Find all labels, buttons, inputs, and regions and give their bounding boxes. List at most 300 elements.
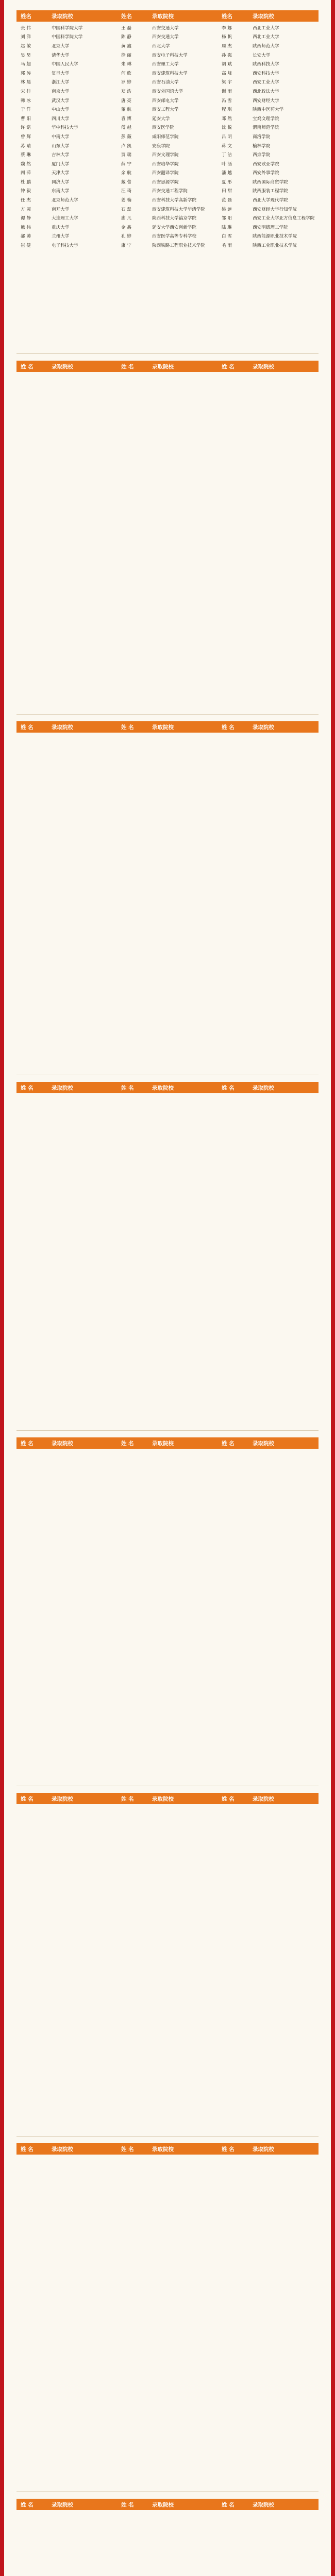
admitted-school: 清华大学	[52, 53, 70, 58]
student-name: 康 宁	[121, 243, 131, 249]
table-row	[16, 195, 319, 205]
student-name: 范 磊	[222, 198, 232, 204]
student-name: 贾 瑞	[121, 152, 131, 158]
admitted-school: 陕西科技大学	[253, 62, 279, 67]
admitted-school: 西安翻译学院	[152, 171, 179, 176]
student-entry	[117, 133, 217, 140]
student-entry	[117, 197, 217, 203]
header-name-label: 姓 名	[21, 363, 34, 370]
student-name: 蔡 琳	[21, 152, 31, 158]
student-entry	[217, 242, 318, 248]
admitted-school: 中国科学院大学	[52, 25, 83, 31]
admission-section	[16, 2499, 319, 2512]
student-entry	[217, 215, 318, 221]
student-name: 毛 雨	[222, 243, 232, 249]
admitted-school: 西安电子科技大学	[152, 53, 188, 58]
header-column	[217, 1795, 318, 1803]
admitted-school: 中国人民大学	[52, 62, 78, 67]
student-name: 王 磊	[121, 25, 131, 31]
admitted-school: 安康学院	[152, 143, 170, 149]
header-column	[217, 723, 318, 731]
admission-section	[16, 361, 319, 374]
header-name-label: 姓 名	[222, 724, 234, 731]
table-row	[16, 159, 319, 168]
section-rows	[16, 733, 319, 734]
student-entry	[117, 215, 217, 221]
student-entry	[217, 124, 318, 130]
student-entry	[16, 170, 117, 176]
student-entry	[16, 97, 117, 104]
table-row	[16, 69, 319, 78]
table-row	[16, 132, 319, 141]
admitted-school: 西安交通大学	[152, 35, 179, 40]
header-school-label: 录取院校	[253, 13, 274, 20]
header-column	[117, 1439, 217, 1447]
student-name: 石 磊	[121, 207, 131, 212]
student-entry	[217, 133, 318, 140]
admitted-school: 山东大学	[52, 143, 70, 149]
admission-section	[16, 10, 319, 250]
header-school-label: 录取院校	[253, 1440, 274, 1447]
student-name: 白 雪	[222, 234, 232, 240]
section-divider	[16, 1430, 319, 1431]
admitted-school: 西安工业大学北方信息工程学院	[253, 216, 315, 222]
section-rows	[16, 1093, 319, 1095]
section-rows	[16, 1804, 319, 1806]
student-name: 胡 斌	[222, 62, 232, 67]
admitted-school: 西京学院	[253, 152, 271, 158]
header-school-label: 录取院校	[52, 1084, 73, 1091]
admitted-school: 延安大学	[152, 116, 170, 122]
student-name: 彭 薇	[121, 134, 131, 140]
header-school-label: 录取院校	[152, 2146, 174, 2153]
admitted-school: 西安交通工程学院	[152, 189, 188, 194]
admitted-school: 重庆大学	[52, 225, 70, 230]
student-name: 田 甜	[222, 189, 232, 194]
student-entry	[117, 33, 217, 40]
section-divider	[16, 714, 319, 715]
admitted-school: 大连理工大学	[52, 216, 78, 222]
student-name: 宋 佳	[21, 89, 31, 94]
student-entry	[16, 33, 117, 40]
admitted-school: 陕西工业职业技术学院	[253, 243, 297, 249]
student-entry	[217, 224, 318, 230]
header-name-label: 姓 名	[121, 1440, 134, 1447]
student-entry	[217, 179, 318, 185]
header-school-label: 录取院校	[52, 1440, 73, 1447]
student-entry	[16, 197, 117, 203]
student-name: 戴 蕾	[121, 179, 131, 185]
section-rows	[16, 2155, 319, 2156]
student-name: 孙 强	[222, 53, 232, 58]
student-name: 许 诺	[21, 125, 31, 131]
admitted-school: 西安科技大学	[253, 71, 279, 76]
table-row	[16, 168, 319, 178]
student-name: 夏 彤	[222, 179, 232, 185]
student-name: 邹 阳	[222, 216, 232, 222]
header-column	[16, 2145, 117, 2153]
admitted-school: 西北大学	[152, 43, 170, 49]
section-rows	[16, 2510, 319, 2512]
student-entry	[16, 143, 117, 149]
student-name: 钟 毅	[21, 189, 31, 194]
student-entry	[16, 115, 117, 122]
section-header	[16, 2143, 319, 2155]
student-name: 苏 晴	[21, 143, 31, 149]
admitted-school: 北京大学	[52, 43, 70, 49]
table-row	[16, 187, 319, 196]
student-entry	[16, 206, 117, 212]
student-name: 潘 越	[222, 171, 232, 176]
student-name: 马 超	[21, 62, 31, 67]
student-entry	[16, 133, 117, 140]
table-row	[16, 241, 319, 250]
admission-section	[16, 1082, 319, 1095]
admitted-school: 西安外事学院	[253, 171, 279, 176]
student-name: 魏 然	[21, 161, 31, 167]
student-name: 谭 静	[21, 216, 31, 222]
header-school-label: 录取院校	[152, 363, 174, 370]
table-row	[16, 32, 319, 42]
student-name: 梁 宇	[222, 80, 232, 86]
header-name-label: 姓 名	[21, 724, 34, 731]
student-entry	[117, 188, 217, 194]
student-entry	[16, 161, 117, 167]
header-name-label: 姓 名	[121, 2501, 134, 2508]
admitted-school: 西安科技大学高新学院	[152, 198, 196, 204]
student-entry	[117, 88, 217, 94]
student-entry	[117, 115, 217, 122]
header-column	[217, 1084, 318, 1092]
table-row	[16, 123, 319, 132]
header-column	[16, 12, 117, 20]
student-name: 崔 健	[21, 243, 31, 249]
header-name-label: 姓 名	[222, 363, 234, 370]
admitted-school: 华中科技大学	[52, 125, 78, 131]
student-name: 曹 阳	[21, 116, 31, 122]
section-header	[16, 1793, 319, 1804]
header-name-label: 姓 名	[21, 1795, 34, 1802]
student-entry	[117, 61, 217, 67]
student-entry	[16, 215, 117, 221]
student-entry	[16, 52, 117, 58]
student-entry	[117, 25, 217, 31]
header-school-label: 录取院校	[52, 724, 73, 731]
student-name: 郭 涛	[21, 71, 31, 76]
table-row	[16, 23, 319, 32]
admission-section	[16, 1793, 319, 1806]
table-row	[16, 96, 319, 105]
student-entry	[217, 170, 318, 176]
student-name: 冯 雪	[222, 98, 232, 104]
table-row	[16, 141, 319, 150]
admitted-school: 西安思源学院	[152, 179, 179, 185]
header-school-label: 录取院校	[253, 1084, 274, 1091]
header-column	[16, 2501, 117, 2509]
student-name: 吴 昊	[21, 53, 31, 58]
student-entry	[117, 79, 217, 85]
admission-section	[16, 721, 319, 734]
table-row	[16, 105, 319, 114]
header-column	[16, 723, 117, 731]
header-column	[217, 2501, 318, 2509]
student-entry	[117, 161, 217, 167]
student-entry	[217, 88, 318, 94]
student-name: 蒋 文	[222, 143, 232, 149]
student-name: 郝 帅	[21, 234, 31, 240]
admitted-school: 西安工业大学	[253, 80, 279, 86]
student-entry	[117, 170, 217, 176]
admitted-school: 西安文理学院	[152, 152, 179, 158]
section-rows	[16, 372, 319, 374]
student-name: 廖 凡	[121, 216, 131, 222]
header-name-label: 姓名	[222, 13, 232, 20]
student-entry	[217, 151, 318, 158]
admitted-school: 西北工业大学	[253, 25, 279, 31]
admitted-school: 西北工业大学	[253, 35, 279, 40]
table-row	[16, 78, 319, 87]
admitted-school: 陕西中医药大学	[253, 107, 284, 113]
header-name-label: 姓 名	[222, 1440, 234, 1447]
header-name-label: 姓 名	[21, 1084, 34, 1091]
admitted-school: 西安明德理工学院	[253, 225, 288, 230]
student-name: 邓 然	[222, 116, 232, 122]
student-name: 程 琪	[222, 107, 232, 113]
admitted-school: 中国科学院大学	[52, 35, 83, 40]
admitted-school: 陕西科技大学镐京学院	[152, 216, 196, 222]
header-name-label: 姓 名	[222, 1795, 234, 1802]
student-name: 吕 明	[222, 134, 232, 140]
admitted-school: 陕西师范大学	[253, 43, 279, 49]
section-header	[16, 10, 319, 22]
student-name: 薛 宁	[121, 161, 131, 167]
student-entry	[217, 70, 318, 76]
student-entry	[217, 233, 318, 239]
header-column	[117, 1795, 217, 1803]
student-entry	[117, 52, 217, 58]
header-school-label: 录取院校	[152, 1440, 174, 1447]
table-row	[16, 232, 319, 241]
admitted-school: 陕西能源职业技术学院	[253, 234, 297, 240]
admitted-school: 西安建筑科技大学	[152, 71, 188, 76]
student-entry	[16, 106, 117, 112]
admitted-school: 南开大学	[52, 207, 70, 212]
student-name: 沈 悦	[222, 125, 232, 131]
student-name: 金 鑫	[121, 225, 131, 230]
table-row	[16, 114, 319, 123]
admitted-school: 东南大学	[52, 189, 70, 194]
student-name: 余 航	[121, 171, 131, 176]
student-name: 任 杰	[21, 198, 31, 204]
student-name: 阎 萍	[21, 171, 31, 176]
admitted-school: 西安医学高等专科学校	[152, 234, 196, 240]
student-name: 于 洋	[21, 107, 31, 113]
admitted-school: 陕西国际商贸学院	[253, 179, 288, 185]
header-name-label: 姓 名	[222, 2146, 234, 2153]
table-row	[16, 50, 319, 60]
header-column	[117, 363, 217, 370]
student-entry	[16, 70, 117, 76]
admitted-school: 北京师范大学	[52, 198, 78, 204]
header-column	[16, 1084, 117, 1092]
table-row	[16, 223, 319, 232]
student-entry	[16, 124, 117, 130]
student-name: 刘 洋	[21, 35, 31, 40]
student-name: 郑 浩	[121, 89, 131, 94]
student-name: 汪 琦	[121, 189, 131, 194]
admitted-school: 西安欧亚学院	[253, 161, 279, 167]
admitted-school: 浙江大学	[52, 80, 70, 86]
admitted-school: 吉林大学	[52, 152, 70, 158]
table-row	[16, 177, 319, 187]
section-header	[16, 1082, 319, 1093]
admitted-school: 长安大学	[253, 53, 271, 58]
student-entry	[217, 143, 318, 149]
admitted-school: 兰州大学	[52, 234, 70, 240]
student-entry	[117, 179, 217, 185]
student-name: 高 峰	[222, 71, 232, 76]
student-name: 袁 博	[121, 116, 131, 122]
header-school-label: 录取院校	[253, 2146, 274, 2153]
header-name-label: 姓名	[121, 13, 132, 20]
header-column	[117, 723, 217, 731]
table-row	[16, 87, 319, 96]
student-entry	[16, 224, 117, 230]
header-school-label: 录取院校	[152, 1795, 174, 1802]
student-entry	[16, 233, 117, 239]
section-header	[16, 721, 319, 733]
admitted-school: 天津大学	[52, 171, 70, 176]
student-name: 唐 亮	[121, 98, 131, 104]
student-name: 黄 鑫	[121, 43, 131, 49]
student-name: 李 娜	[222, 25, 232, 31]
student-name: 卢 凯	[121, 143, 131, 149]
student-entry	[217, 52, 318, 58]
admitted-school: 西安交通大学	[152, 25, 179, 31]
student-entry	[117, 151, 217, 158]
header-column	[217, 2145, 318, 2153]
header-school-label: 录取院校	[152, 13, 174, 20]
student-entry	[117, 43, 217, 49]
header-school-label: 录取院校	[253, 2501, 274, 2508]
header-name-label: 姓 名	[121, 2146, 134, 2153]
admitted-school: 西安财经大学	[253, 98, 279, 104]
admitted-school: 中山大学	[52, 107, 70, 113]
header-school-label: 录取院校	[152, 2501, 174, 2508]
admitted-school: 西安培华学院	[152, 161, 179, 167]
admitted-school: 西安财经大学行知学院	[253, 207, 297, 212]
header-column	[117, 2501, 217, 2509]
header-name-label: 姓名	[21, 13, 31, 20]
student-entry	[117, 143, 217, 149]
admitted-school: 武汉大学	[52, 98, 70, 104]
admitted-school: 四川大学	[52, 116, 70, 122]
header-column	[217, 12, 318, 20]
header-name-label: 姓 名	[121, 1795, 134, 1802]
header-column	[117, 1084, 217, 1092]
student-name: 陆 琳	[222, 225, 232, 230]
student-entry	[217, 188, 318, 194]
header-column	[16, 1795, 117, 1803]
admitted-school: 复旦大学	[52, 71, 70, 76]
section-rows	[16, 22, 319, 250]
admitted-school: 西安工程大学	[152, 107, 179, 113]
header-column	[117, 2145, 217, 2153]
header-name-label: 姓 名	[121, 1084, 134, 1091]
table-row	[16, 59, 319, 69]
table-row	[16, 213, 319, 223]
admitted-school: 西北政法大学	[253, 89, 279, 94]
student-name: 林 晨	[21, 80, 31, 86]
student-name: 陈 静	[121, 35, 131, 40]
section-rows	[16, 1449, 319, 1450]
header-school-label: 录取院校	[52, 2146, 73, 2153]
student-name: 叶 涵	[222, 161, 232, 167]
student-entry	[217, 206, 318, 212]
section-divider	[16, 2136, 319, 2137]
table-row	[16, 205, 319, 214]
header-school-label: 录取院校	[253, 724, 274, 731]
student-name: 姜 楠	[121, 198, 131, 204]
header-school-label: 录取院校	[52, 363, 73, 370]
student-name: 曾 辉	[21, 134, 31, 140]
student-entry	[16, 79, 117, 85]
student-entry	[16, 43, 117, 49]
student-entry	[117, 106, 217, 112]
header-name-label: 姓 名	[222, 1084, 234, 1091]
student-entry	[117, 97, 217, 104]
student-name: 韩 冰	[21, 98, 31, 104]
student-entry	[217, 115, 318, 122]
student-name: 傅 越	[121, 125, 131, 131]
student-entry	[217, 106, 318, 112]
student-name: 赵 敏	[21, 43, 31, 49]
header-column	[117, 12, 217, 20]
student-name: 熊 伟	[21, 225, 31, 230]
student-entry	[117, 206, 217, 212]
admitted-school: 西安医学院	[152, 125, 174, 131]
admitted-school: 西安外国语大学	[152, 89, 183, 94]
admitted-school: 咸阳师范学院	[152, 134, 179, 140]
admitted-school: 厦门大学	[52, 161, 70, 167]
section-divider	[16, 353, 319, 354]
header-school-label: 录取院校	[52, 2501, 73, 2508]
admitted-school: 电子科技大学	[52, 243, 78, 249]
admitted-school: 南京大学	[52, 89, 70, 94]
header-school-label: 录取院校	[253, 1795, 274, 1802]
admission-section	[16, 1437, 319, 1450]
student-name: 孔 婷	[121, 234, 131, 240]
student-name: 董 航	[121, 107, 131, 113]
header-name-label: 姓 名	[21, 2146, 34, 2153]
student-name: 徐 丽	[121, 53, 131, 58]
header-school-label: 录取院校	[253, 363, 274, 370]
student-entry	[16, 242, 117, 248]
section-header	[16, 361, 319, 372]
header-school-label: 录取院校	[152, 724, 174, 731]
student-entry	[117, 242, 217, 248]
admitted-school: 西北大学现代学院	[253, 198, 288, 204]
header-school-label: 录取院校	[52, 1795, 73, 1802]
header-school-label: 录取院校	[52, 13, 73, 20]
admitted-school: 延安大学西安创新学院	[152, 225, 196, 230]
admitted-school: 同济大学	[52, 179, 70, 185]
header-name-label: 姓 名	[121, 724, 134, 731]
student-name: 谢 雨	[222, 89, 232, 94]
header-name-label: 姓 名	[21, 2501, 34, 2508]
header-column	[217, 1439, 318, 1447]
header-name-label: 姓 名	[222, 2501, 234, 2508]
